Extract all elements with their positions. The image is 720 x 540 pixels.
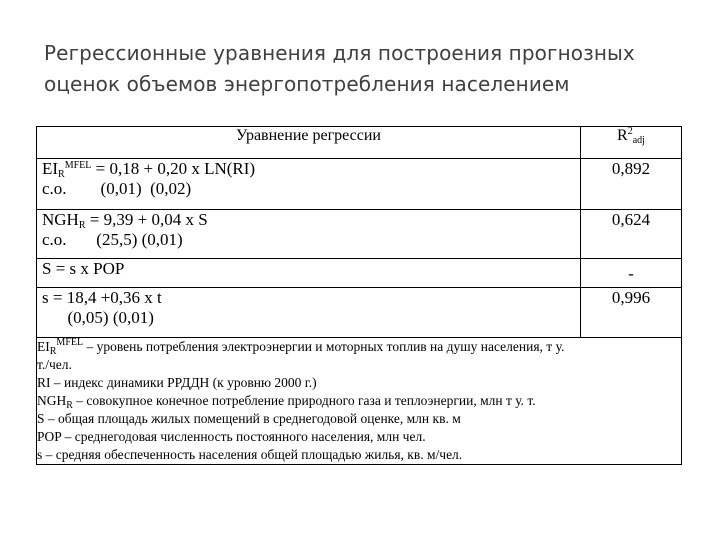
table-row [37,259,682,288]
equation-sup: MFEL [64,160,92,171]
note-ngh [37,392,681,410]
table-row [37,159,682,210]
r2-value: 0,996 [581,288,682,338]
header-r2 [581,127,682,159]
equation-cell [37,259,581,288]
header-r2-base: R [617,127,628,144]
note-pop: POP – среднегодовая численность постоянного населения, млн чел. [37,429,426,444]
note-sup: MFEL [56,337,84,348]
note-ei [37,338,681,356]
table-row [37,210,682,259]
notes-row [37,338,682,465]
equation-line [37,159,580,179]
note-sub: R [49,346,57,357]
equation-cell [37,210,581,259]
equation-line [37,210,580,230]
note-text: – совокупное конечное потребление природного газа и теплоэнергии, млн т у. т. [72,393,536,408]
r2-value: - [581,259,682,288]
header-r2-sup: 2 [627,126,633,137]
equation-cell [37,288,581,338]
note-ri: RI – индекс динамики РРДДН (к уровню 2000 г.) [37,375,317,390]
equation-line: S = s x POP [42,259,125,278]
std-error-line: с.о. (25,5) (0,01) [42,230,183,249]
std-error-line: с.о. (0,01) (0,02) [42,179,192,198]
note-s: S – общая площадь жилых помещений в среднегодовой оценке, млн кв. м [37,411,461,426]
note-small-s: s – средняя обеспеченность населения общей площадью жилья, кв. м/чел. [37,447,463,462]
slide-title [44,38,684,100]
equation-rest: = 0,18 + 0,20 x LN(RI) [91,159,256,178]
table-header-row [37,127,682,159]
equation-sub: R [78,220,86,231]
equation-rest: = 9,39 + 0,04 x S [85,210,208,229]
equation-var: NGH [42,210,79,229]
equation-line: s = 18,4 +0,36 x t [42,288,162,307]
note-var: EI [37,339,50,354]
equation-cell [37,159,581,210]
slide-title-line-1: Регрессионные уравнения для построения прогнозных [44,41,635,65]
notes-cell [37,338,682,465]
r2-value: 0,624 [581,210,682,259]
r2-value: 0,892 [581,159,682,210]
note-var: NGH [37,393,67,408]
note-ei-cont: т./чел. [37,357,72,372]
header-r2-sub: adj [632,135,645,146]
slide-title-line-2: оценок объемов энергопотребления населением [44,72,570,96]
equation-var: EI [42,159,59,178]
std-error-line: (0,05) (0,01) [42,308,154,327]
header-equation: Уравнение регрессии [37,127,581,159]
regression-table [36,126,682,465]
equation-sub: R [58,169,65,180]
note-text: – уровень потребления электроэнергии и моторных топлив на душу населения, т у. [83,339,565,354]
note-sub: R [66,400,73,411]
table-row [37,288,682,338]
